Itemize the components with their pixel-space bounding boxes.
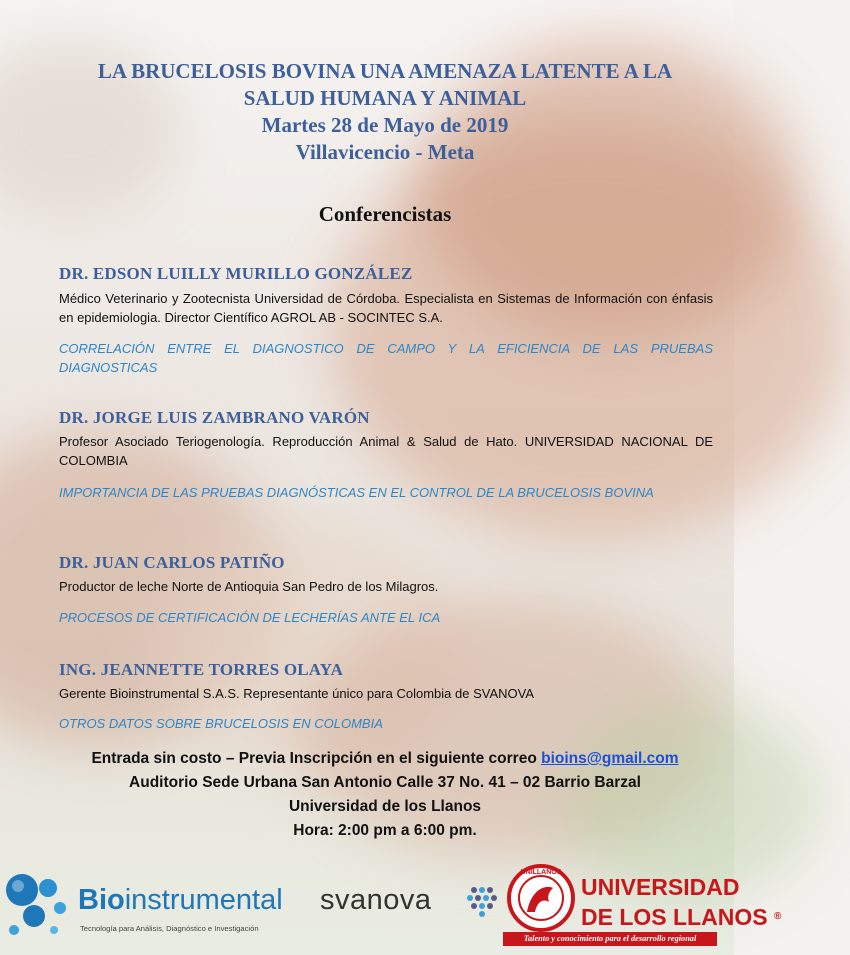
section-title: Conferencistas: [318, 202, 452, 226]
talk-title: IMPORTANCIA DE LAS PRUEBAS DIAGNÓSTICAS EN EL CONTROL DE LA BRUCELOSIS BOVINA: [59, 485, 654, 500]
unillanos-wordmark: [581, 872, 781, 932]
bioinstrumental-logo: [4, 872, 304, 942]
talk-title: CORRELACIÓN ENTRE EL DIAGNOSTICO DE CAMPO Y LA EFICIENCIA DE LAS PRUEBAS DIAGNOSTICAS: [59, 341, 713, 375]
university-line: Universidad de los Llanos: [288, 798, 482, 815]
time-line: Hora: 2:00 pm a 6:00 pm.: [293, 822, 477, 839]
speaker-name: DR. JORGE LUIS ZAMBRANO VARÓN: [59, 408, 370, 427]
unillanos-seal-icon: [505, 862, 581, 932]
svanova-dots-icon: [464, 884, 500, 920]
venue-line: Auditorio Sede Urbana San Antonio Calle 37 No. 41 – 02 Barrio Barzal: [129, 774, 641, 791]
event-header: [40, 58, 730, 166]
unillanos-line1: UNIVERSIDAD: [581, 874, 740, 900]
entry-line: [0, 747, 770, 771]
speaker-description: Gerente Bioinstrumental S.A.S. Representante único para Colombia de SVANOVA: [59, 686, 534, 701]
bio-wordmark: [78, 884, 283, 917]
svanova-logo: svanova: [320, 884, 432, 916]
bio-tagline: Tecnología para Análisis, Diagnóstico e Investigación: [80, 924, 259, 933]
speaker-name: DR. EDSON LUILLY MURILLO GONZÁLEZ: [59, 264, 413, 283]
speaker-description: Médico Veterinario y Zootecnista Universidad de Córdoba. Especialista en Sistemas de Información con énfasis en epidemiologia. Director Científico AGROL AB - SOCINTEC S.A.: [59, 291, 713, 325]
talk-title: PROCESOS DE CERTIFICACIÓN DE LECHERÍAS ANTE EL ICA: [59, 610, 441, 625]
speaker-name: DR. JUAN CARLOS PATIÑO: [59, 553, 285, 572]
unillanos-slogan: Talento y conocimiento para el desarrollo regional: [503, 932, 717, 946]
speaker-description: Productor de leche Norte de Antioquia San Pedro de los Milagros.: [59, 579, 439, 594]
speaker-name: ING. JEANNETTE TORRES OLAYA: [59, 660, 344, 679]
bio-dots-icon: [4, 872, 78, 942]
bio-wordmark-rest: instrumental: [124, 884, 283, 916]
event-title-line2: SALUD HUMANA Y ANIMAL: [243, 86, 527, 110]
bio-wordmark-bold: Bio: [78, 884, 125, 916]
speaker-description: Profesor Asociado Teriogenología. Reproducción Animal & Salud de Hato. UNIVERSIDAD NACIONAL DE COLOMBIA: [59, 434, 713, 468]
unillanos-logo: [503, 862, 782, 952]
unillanos-ring-text: UNILLANOS: [520, 869, 562, 876]
event-title-line1: LA BRUCELOSIS BOVINA UNA AMENAZA LATENTE A LA: [97, 59, 673, 83]
talk-title: OTROS DATOS SOBRE BRUCELOSIS EN COLOMBIA: [59, 716, 383, 731]
registration-info: [0, 747, 770, 843]
email-link[interactable]: bioins@gmail.com: [541, 750, 679, 767]
event-location: Villavicencio - Meta: [295, 140, 475, 164]
entry-text: Entrada sin costo – Previa Inscripción en el siguiente correo: [91, 750, 542, 767]
event-date: Martes 28 de Mayo de 2019: [261, 113, 509, 137]
unillanos-line2: DE LOS LLANOS: [581, 904, 768, 930]
registered-mark: ®: [773, 911, 782, 922]
